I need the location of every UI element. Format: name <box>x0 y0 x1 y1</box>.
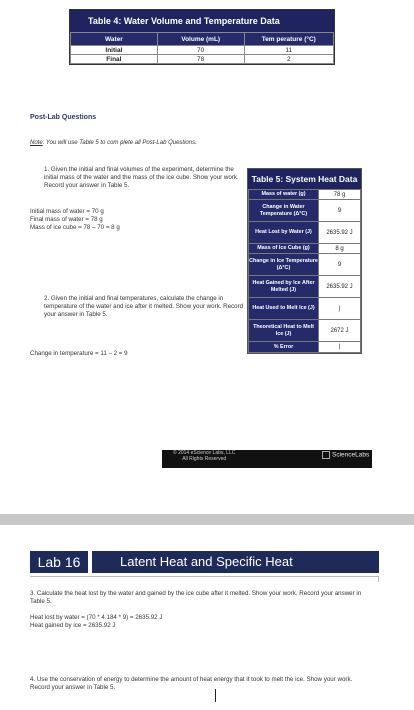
table-row <box>249 320 361 342</box>
table-row <box>249 200 361 222</box>
table-cell[interactable]: 70 <box>157 46 244 55</box>
table-5-title: Table 5: System Heat Data <box>248 169 361 189</box>
question-1-answer[interactable] <box>30 208 230 232</box>
table-row <box>249 298 361 320</box>
table-cell[interactable]: 8 g <box>319 244 361 254</box>
row-label: Theoretical Heat to Melt Ice (J) <box>249 320 319 342</box>
answer-line: Heat gained by ice = 2635.92 J <box>30 622 116 629</box>
table-4 <box>69 9 335 65</box>
row-label: Mass of Ice Cube (g) <box>249 244 319 254</box>
science-labs-logo <box>322 451 369 459</box>
row-label: % Error <box>249 342 319 353</box>
table-cell[interactable]: 9 <box>319 200 361 222</box>
row-label: Final <box>71 55 158 64</box>
table-cell[interactable]: | <box>319 342 361 353</box>
table-cell[interactable]: | <box>319 298 361 320</box>
table-5 <box>247 168 362 354</box>
page-separator <box>0 514 414 525</box>
lab-number: Lab 16 <box>30 551 88 573</box>
question-3-answer[interactable] <box>30 614 330 630</box>
table-cell[interactable]: 78 g <box>319 190 361 200</box>
text-cursor <box>215 689 216 702</box>
table-row <box>71 55 334 64</box>
table-cell[interactable]: 11 <box>244 46 333 55</box>
table-4-title: Table 4: Water Volume and Temperature Data <box>70 10 334 32</box>
question-1: 1. Given the initial and final volumes of the experiment, determine the initial mass of the water and the mass of the ice cube. Show your work. Record your answer in Table 5. <box>44 166 239 189</box>
copyright <box>173 450 235 462</box>
table-row <box>249 276 361 298</box>
row-label: Heat Used to Melt Ice (J) <box>249 298 319 320</box>
postlab-heading: Post-Lab Questions <box>30 114 97 121</box>
row-label: Mass of water (g) <box>249 190 319 200</box>
table-cell[interactable]: 2672 J <box>319 320 361 342</box>
row-label: Heat Gained by Ice After Melted (J) <box>249 276 319 298</box>
table-row <box>249 254 361 276</box>
lab-title: Latent Heat and Specific Heat <box>92 551 379 573</box>
logo-text: ScienceLabs <box>332 451 370 459</box>
table-row <box>249 222 361 244</box>
table-row <box>249 190 361 200</box>
question-2-answer[interactable]: Change in temperature = 11 – 2 = 9 <box>30 350 128 357</box>
question-3: 3. Calculate the heat lost by the water and gained by the ice cube after it melted. Show your work. Record your answer in Table 5. <box>30 590 362 605</box>
row-label: Initial <box>71 46 158 55</box>
copyright-line: All Rights Reserved <box>182 456 227 462</box>
table-row <box>249 244 361 254</box>
answer-line: Final mass of water = 78 g <box>30 216 103 223</box>
note-text: : You will use Table 5 to com plete all Post-Lab Questions. <box>42 140 197 146</box>
postlab-note <box>30 140 197 146</box>
column-header: Tem perature (°C) <box>244 33 333 46</box>
divider <box>30 576 379 577</box>
row-label: Change in Ice Temperature (Δ°C) <box>249 254 319 276</box>
answer-line: Mass of ice cube = 78 – 70 = 8 g <box>30 224 120 231</box>
note-label: Note <box>30 140 43 146</box>
column-header: Water <box>71 33 158 46</box>
row-label: Change in Water Temperature (Δ°C) <box>249 200 319 222</box>
table-cell[interactable]: 2 <box>244 55 333 64</box>
divider <box>378 576 379 582</box>
logo-icon <box>322 451 330 459</box>
table-cell[interactable]: 2635.92 J <box>319 276 361 298</box>
copyright-line: © 2014 eScience Labs, LLC <box>173 450 236 456</box>
table-5-grid <box>248 189 361 353</box>
answer-line: Initial mass of water = 70 g <box>30 208 104 215</box>
table-cell[interactable]: 2635.92 J <box>319 222 361 244</box>
table-row <box>249 342 361 353</box>
answer-line: Heat lost by water = (70 * 4.184 * 9) = 2635.92 J <box>30 614 163 621</box>
row-label: Heat Lost by Water (J) <box>249 222 319 244</box>
table-4-grid <box>70 32 334 64</box>
table-header-row <box>71 33 334 46</box>
question-2: 2. Given the initial and final temperatures, calculate the change in temperature of the water and ice after it melted. Show your work. Record your answer in Table 5. <box>44 295 244 318</box>
table-cell[interactable]: 9 <box>319 254 361 276</box>
table-cell[interactable]: 78 <box>157 55 244 64</box>
table-row <box>71 46 334 55</box>
question-4: 4. Use the conservation of energy to determine the amount of heat energy that it took to melt the ice. Show your work. Record your answer in Table 5. <box>30 676 353 691</box>
column-header: Volume (mL) <box>157 33 244 46</box>
